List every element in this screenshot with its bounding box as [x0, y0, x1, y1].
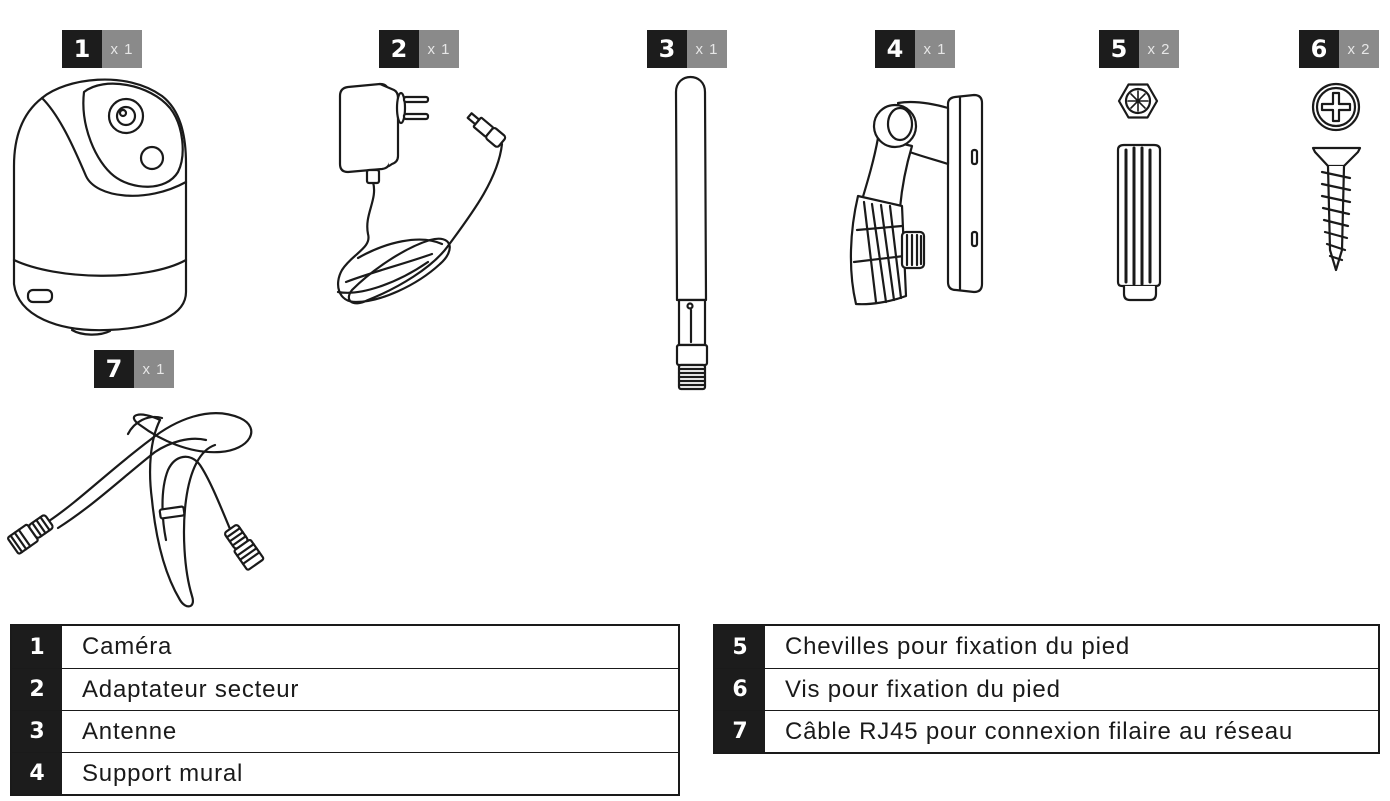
- item-quantity: x 2: [1339, 30, 1379, 68]
- item-badge-screw: [1299, 30, 1379, 68]
- legend-label: Vis pour fixation du pied: [785, 675, 1061, 703]
- legend-label: Antenne: [82, 717, 178, 745]
- legend-label: Câble RJ45 pour connexion filaire au réseau: [785, 717, 1294, 745]
- legend-label: Caméra: [82, 633, 173, 660]
- legend-row: [12, 752, 678, 794]
- legend-table-left: [10, 624, 680, 796]
- screw-icon: [1313, 84, 1360, 270]
- item-quantity: x 1: [687, 30, 727, 68]
- item-number: 6: [1299, 30, 1339, 68]
- wall-plug-icon: [1118, 85, 1160, 301]
- legend-label: Support mural: [82, 759, 244, 787]
- item-number: 3: [647, 30, 687, 68]
- item-badge-wall-mount: [875, 30, 955, 68]
- legend-row: [715, 668, 1378, 710]
- item-number: 4: [875, 30, 915, 68]
- item-quantity: x 1: [915, 30, 955, 68]
- item-badge-antenna: [647, 30, 727, 68]
- legend-row: [12, 710, 678, 752]
- item-number: 5: [1099, 30, 1139, 68]
- rj45-cable-icon: [7, 413, 264, 606]
- legend-number: 1: [12, 626, 62, 668]
- antenna-icon: [676, 77, 707, 389]
- legend-label: Adaptateur secteur: [82, 675, 300, 703]
- item-number: 7: [94, 350, 134, 388]
- legend-number: 3: [12, 711, 62, 752]
- power-adapter-icon: [338, 84, 506, 303]
- legend-row: [715, 710, 1378, 752]
- legend-row: [12, 626, 678, 668]
- wall-mount-icon: [851, 95, 982, 304]
- legend-table-right: [713, 624, 1380, 754]
- item-quantity: x 1: [134, 350, 174, 388]
- legend-number: 7: [715, 711, 765, 752]
- legend-row: [715, 626, 1378, 668]
- legend-number: 4: [12, 753, 62, 794]
- item-number: 1: [62, 30, 102, 68]
- legend-number: 6: [715, 669, 765, 710]
- camera-icon: [14, 80, 186, 335]
- item-badge-wall-plug: [1099, 30, 1179, 68]
- item-badge-power-adapter: [379, 30, 459, 68]
- legend-row: [12, 668, 678, 710]
- legend-number: 2: [12, 669, 62, 710]
- legend-label: Chevilles pour fixation du pied: [785, 633, 1130, 660]
- item-badge-camera: [62, 30, 142, 68]
- legend-number: 5: [715, 626, 765, 668]
- item-quantity: x 1: [102, 30, 142, 68]
- item-quantity: x 1: [419, 30, 459, 68]
- item-badge-rj45-cable: [94, 350, 174, 388]
- item-number: 2: [379, 30, 419, 68]
- item-quantity: x 2: [1139, 30, 1179, 68]
